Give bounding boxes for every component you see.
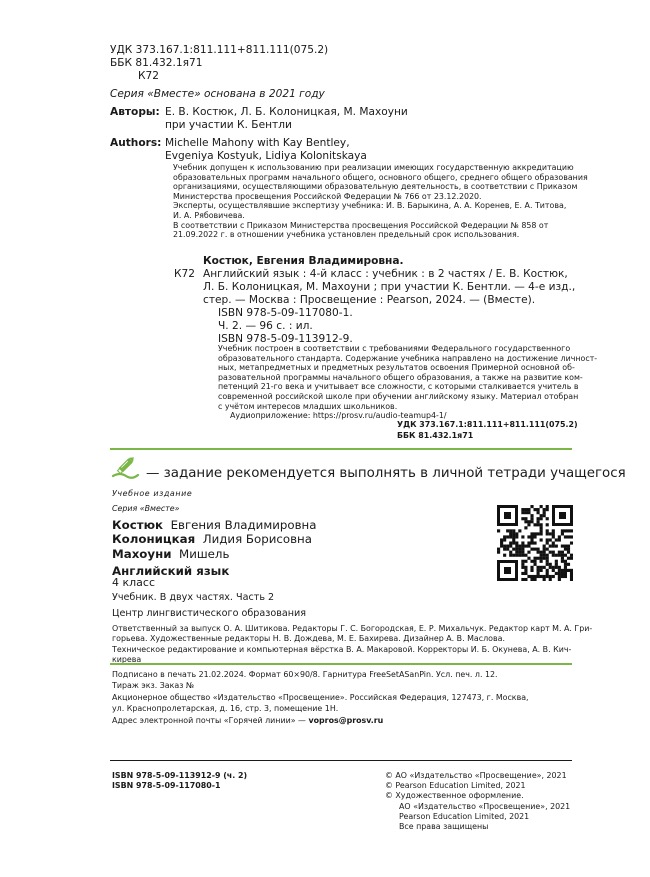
publisher-block (112, 693, 529, 715)
authors-ru-label: Авторы: (110, 106, 160, 118)
bib-line: Л. Б. Колоницкая, М. Махоуни ; при участии К. Бентли. — 4-е изд., (203, 281, 576, 293)
authors-ru-line2: при участии К. Бентли (165, 119, 292, 131)
hotline-label: Адрес электронной почты «Горячей линии» — (112, 716, 306, 725)
bib-code: К72 (174, 268, 196, 280)
series-name: Серия «Вместе» (112, 504, 180, 513)
annotation-line: образовательного стандарта. Содержание учебника направлено на достижение личност- (218, 353, 598, 363)
imprint-authors (112, 518, 317, 561)
staff-line: кирева (112, 655, 142, 665)
approval-line: образовательных программ начального общего, основного общего, среднего общего образования (173, 172, 588, 182)
annotation-block (218, 344, 597, 421)
imprint-author-name: Евгения Владимировна (170, 518, 317, 532)
series-founded-line: Серия «Вместе» основана в 2021 году (110, 88, 325, 100)
annotation-line: Учебник построен в соответствии с требованиями Федерального государственного (218, 344, 571, 353)
authors-en-line1: Michelle Mahony with Kay Bentley, (165, 137, 350, 149)
green-divider-top (110, 448, 572, 450)
approval-line: 21.09.2022 г. в отношении учебника установлен предельный срок использования. (173, 230, 520, 240)
bib-author: Костюк, Евгения Владимировна. (203, 255, 404, 267)
imprint-author-surname: Махоуни (112, 546, 172, 561)
annotation-line: современной российской школе при обучении английскому языку. Материал отобран (218, 391, 579, 401)
authors-en-label: Authors: (110, 137, 162, 149)
hotline-email: vopros@prosv.ru (308, 716, 384, 725)
imprint-author-surname: Костюк (112, 518, 164, 532)
header-code: К72 (138, 70, 160, 82)
book-title: Английский язык (112, 564, 230, 578)
header-udk: УДК 373.167.1:811.111+811.111(075.2) (110, 44, 329, 56)
bib-line: стер. — Москва : Просвещение : Pearson, 2024. — (Вместе). (203, 294, 536, 306)
copyright-line: © Художественное оформление. (385, 791, 524, 801)
annotation-line: петенций 21-го века и учитывает все сложности, с которыми сталкивается учитель в (218, 382, 579, 392)
print-info-line: Тираж экз. Заказ № (112, 680, 195, 690)
book-grade: 4 класс (112, 576, 156, 589)
copyright-line: © Pearson Education Limited, 2021 (385, 781, 526, 791)
bib-isbn2: ISBN 978-5-09-113912-9. (218, 333, 353, 345)
copyright-line: Все права защищены (399, 822, 489, 832)
approval-line: Учебник допущен к использованию при реализации имеющих государственную аккредитацию (173, 163, 574, 172)
staff-line: Техническое редактирование и компьютерная вёрстка В. А. Макаровой. Корректоры И. Б. Окунева, А. В. Кич- (112, 644, 572, 654)
staff-block (112, 624, 592, 666)
bib-line: Английский язык : 4-й класс : учебник : в 2 частях / Е. В. Костюк, (203, 268, 568, 280)
staff-line: горьева. Художественные редакторы Н. В. Дождева, М. Е. Бахирева. Дизайнер А. В. Маслова. (112, 634, 505, 644)
staff-line: Ответственный за выпуск О. А. Шитикова. Редакторы Г. С. Богородская, Е. Р. Михальчук. Редактор карт М. А. Гри- (112, 624, 593, 633)
bib-part: Ч. 2. — 96 с. : ил. (218, 320, 313, 332)
imprint-author-name: Лидия Борисовна (202, 532, 312, 547)
approval-line: Министерства просвещения Российской Федерации № 766 от 23.12.2020. (173, 191, 482, 201)
authors-ru-line1: Е. В. Костюк, Л. Б. Колоницкая, М. Махоуни (165, 106, 408, 118)
imprint-author-row (112, 518, 317, 532)
copyright-line: © АО «Издательство «Просвещение», 2021 (385, 771, 567, 780)
print-info-block (112, 670, 498, 692)
language-center: Центр лингвистического образования (112, 608, 307, 619)
annotation-line: ных, метапредметных и предметных результатов освоения Примерной основной об- (218, 363, 575, 373)
imprint-author-surname: Колоницкая (112, 532, 196, 547)
authors-en-line2: Evgeniya Kostyuk, Lidiya Kolonitskaya (165, 150, 367, 162)
approval-line: Эксперты, осуществлявшие экспертизу учебника: И. В. Барыкина, А. А. Коренев, Е. А. Титова, (173, 201, 567, 211)
isbn-line: ISBN 978-5-09-113912-9 (ч. 2) (112, 771, 248, 780)
approval-line: организациями, осуществляющими образовательную деятельность, в соответствии с Приказом (173, 182, 578, 192)
isbn-line: ISBN 978-5-09-117080-1 (112, 781, 221, 791)
approval-line: В соответствии с Приказом Министерства просвещения Российской Федерации № 858 от (173, 220, 549, 230)
qr-finder-top-right (552, 505, 573, 526)
bib-isbn1: ISBN 978-5-09-117080-1. (218, 307, 353, 319)
annotation-line: с учётом интересов младших школьников. (218, 401, 398, 411)
qr-code (497, 505, 573, 581)
black-divider (110, 760, 572, 761)
annotation-audio-line: Аудиоприложение: https://prosv.ru/audio-teamup4-1/ (230, 411, 447, 421)
notebook-note: — задание рекомендуется выполнять в личной тетради учащегося (146, 466, 626, 481)
hotline-line (112, 716, 383, 726)
notebook-pen-icon (110, 454, 142, 480)
green-divider-bottom (110, 663, 572, 665)
annotation-line: разовательной программы начального общего образования, а также на развитие ком- (218, 372, 583, 382)
publisher-line: ул. Краснопролетарская, д. 16, стр. 3, помещение 1Н. (112, 703, 339, 713)
copyright-line: Pearson Education Limited, 2021 (399, 811, 530, 821)
edition-type: Учебное издание (112, 489, 193, 498)
isbn-bottom-block (112, 771, 247, 791)
header-bbk: ББК 81.432.1я71 (110, 57, 203, 69)
qr-finder-bottom-left (497, 560, 518, 581)
copyright-line: АО «Издательство «Просвещение», 2021 (399, 801, 571, 811)
textbook-part: Учебник. В двух частях. Часть 2 (112, 592, 275, 603)
bib-bbk-right: ББК 81.432.1я71 (397, 431, 474, 440)
print-info-line: Подписано в печать 21.02.2024. Формат 60×90/8. Гарнитура FreeSetASanPin. Усл. печ. л. 12. (112, 670, 498, 679)
approval-block (173, 163, 588, 240)
publisher-line: Акционерное общество «Издательство «Просвещение». Российская Федерация, 127473, г. Москва, (112, 693, 529, 702)
bib-udk-right: УДК 373.167.1:811.111+811.111(075.2) (397, 420, 578, 429)
imprint-author-row (112, 532, 317, 546)
approval-line: И. А. Рябовичева. (173, 210, 245, 220)
imprint-author-row (112, 547, 317, 561)
qr-finder-top-left (497, 505, 518, 526)
copyright-block (385, 771, 570, 832)
imprint-author-name: Мишель (179, 546, 230, 561)
